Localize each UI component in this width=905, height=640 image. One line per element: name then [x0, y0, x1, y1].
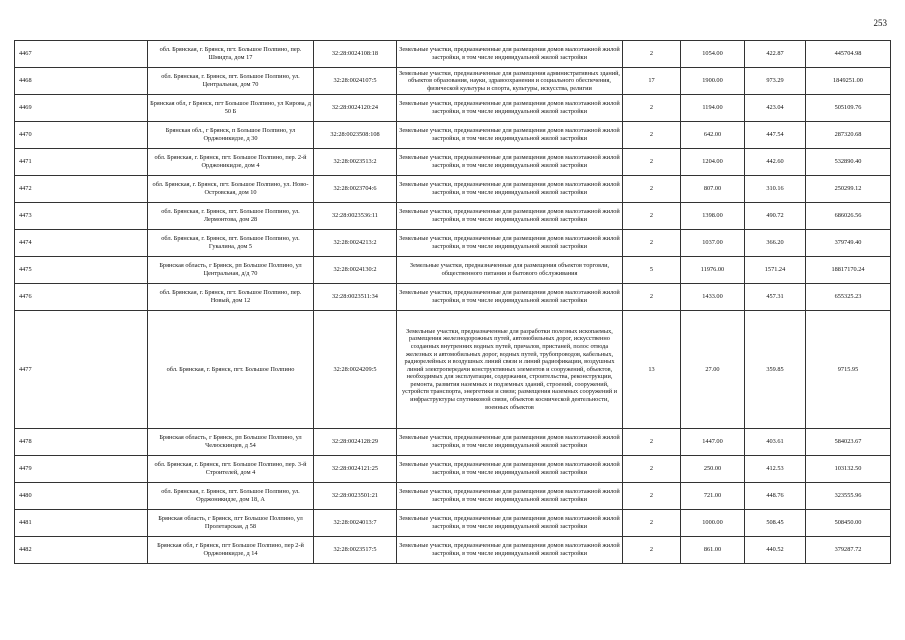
row-number: 4478	[15, 429, 148, 456]
area-cell: 1433.00	[681, 284, 745, 311]
address-cell: Брянская обл., г Брянск, п Большое Полпино, ул Орджоникидзе, д 30	[148, 122, 314, 149]
cadastral-value-cell: 323555.96	[806, 483, 891, 510]
row-number: 4480	[15, 483, 148, 510]
group-cell: 2	[623, 176, 681, 203]
cadastral-number-cell: 32:28:0024013:7	[314, 510, 397, 537]
table-row	[15, 284, 891, 311]
row-number: 4482	[15, 537, 148, 564]
cadastral-number-cell: 32:28:0024213:2	[314, 230, 397, 257]
address-cell: обл. Брянская, г. Брянск, пгт. Большое Полпино, ул. Лермонтова, дом 28	[148, 203, 314, 230]
specific-value-cell: 508.45	[745, 510, 806, 537]
address-cell: Брянская обл, г Брянск, пгт Большое Полпино, пер 2-й Орджоникидзе, д 14	[148, 537, 314, 564]
land-use-cell: Земельные участки, предназначенные для размещения административных зданий, объектов образования, науки, здравоохранения и социального обеспечения, физической культуры и спорта, культуры, искусства, религии	[397, 68, 623, 95]
cadastral-number-cell: 32:28:0024107:5	[314, 68, 397, 95]
row-number: 4471	[15, 149, 148, 176]
table-row	[15, 230, 891, 257]
cadastral-number-cell: 32:28:0024108:18	[314, 41, 397, 68]
area-cell: 1194.00	[681, 95, 745, 122]
area-cell: 1447.00	[681, 429, 745, 456]
row-number: 4467	[15, 41, 148, 68]
table-row	[15, 41, 891, 68]
cadastral-number-cell: 32:28:0023511:34	[314, 284, 397, 311]
address-cell: обл. Брянская, г. Брянск, пгт. Большое Полпино, пер. Шмидта, дом 17	[148, 41, 314, 68]
table-row	[15, 257, 891, 284]
land-use-cell: Земельные участки, предназначенные для размещения домов малоэтажной жилой застройки, в том числе индивидуальной жилой застройки	[397, 483, 623, 510]
specific-value-cell: 359.85	[745, 311, 806, 429]
group-cell: 2	[623, 95, 681, 122]
area-cell: 861.00	[681, 537, 745, 564]
area-cell: 1900.00	[681, 68, 745, 95]
cadastral-number-cell: 32:28:0024120:24	[314, 95, 397, 122]
land-use-cell: Земельные участки, предназначенные для размещения домов малоэтажной жилой застройки, в том числе индивидуальной жилой застройки	[397, 176, 623, 203]
land-use-cell: Земельные участки, предназначенные для разработки полезных ископаемых, размещения железнодорожных путей, автомобильных дорог, искусственно созданных внутренних водных путей, причалов, пристаней, полос отвода железных и автомобильных дорог, водных путей, трубопроводов, кабельных, радиорелейных и воздушных линий связи и линий радиофикации, воздушных линий электропередачи конструктивных элементов и сооружений, объектов, необходимых для эксплуатации, содержания, строительства, реконструкции, ремонта, развития наземных и подземных зданий, строений, сооружений, устройств транспорта, энергетики и связи; размещения наземных сооружений и инфраструктуры спутниковой связи, объектов космической деятельности, военных объектов	[397, 311, 623, 429]
row-number: 4469	[15, 95, 148, 122]
group-cell: 2	[623, 230, 681, 257]
cadastral-value-cell: 508450.00	[806, 510, 891, 537]
specific-value-cell: 448.76	[745, 483, 806, 510]
cadastral-number-cell: 32:28:0023517:5	[314, 537, 397, 564]
address-cell: обл. Брянская, г. Брянск, пгт. Большое Полпино, ул. Ново-Островская, дом 10	[148, 176, 314, 203]
table-row	[15, 176, 891, 203]
land-use-cell: Земельные участки, предназначенные для размещения домов малоэтажной жилой застройки, в том числе индивидуальной жилой застройки	[397, 537, 623, 564]
specific-value-cell: 973.29	[745, 68, 806, 95]
specific-value-cell: 423.04	[745, 95, 806, 122]
land-use-cell: Земельные участки, предназначенные для размещения домов малоэтажной жилой застройки, в том числе индивидуальной жилой застройки	[397, 203, 623, 230]
group-cell: 2	[623, 203, 681, 230]
address-cell: обл. Брянская, г. Брянск, пгт. Большое Полпино, пер. Новый, дом 12	[148, 284, 314, 311]
table-row	[15, 537, 891, 564]
cadastral-value-cell: 655325.23	[806, 284, 891, 311]
area-cell: 250.00	[681, 456, 745, 483]
row-number: 4470	[15, 122, 148, 149]
cadastral-value-cell: 686026.56	[806, 203, 891, 230]
cadastral-number-cell: 32:28:0024128:29	[314, 429, 397, 456]
group-cell: 2	[623, 41, 681, 68]
row-number: 4473	[15, 203, 148, 230]
group-cell: 2	[623, 510, 681, 537]
row-number: 4481	[15, 510, 148, 537]
cadastral-value-cell: 103132.50	[806, 456, 891, 483]
area-cell: 1000.00	[681, 510, 745, 537]
row-number: 4475	[15, 257, 148, 284]
table-row	[15, 95, 891, 122]
table-body	[15, 41, 891, 564]
land-use-cell: Земельные участки, предназначенные для размещения объектов торговли, общественного питания и бытового обслуживания	[397, 257, 623, 284]
table-row	[15, 483, 891, 510]
specific-value-cell: 490.72	[745, 203, 806, 230]
specific-value-cell: 457.31	[745, 284, 806, 311]
table-row	[15, 203, 891, 230]
area-cell: 721.00	[681, 483, 745, 510]
table-row	[15, 429, 891, 456]
address-cell: обл. Брянская, г. Брянск, пгт. Большое Полпино	[148, 311, 314, 429]
row-number: 4479	[15, 456, 148, 483]
land-use-cell: Земельные участки, предназначенные для размещения домов малоэтажной жилой застройки, в том числе индивидуальной жилой застройки	[397, 149, 623, 176]
cadastral-value-cell: 379287.72	[806, 537, 891, 564]
specific-value-cell: 366.20	[745, 230, 806, 257]
cadastral-number-cell: 32:28:0023508:108	[314, 122, 397, 149]
group-cell: 2	[623, 483, 681, 510]
land-use-cell: Земельные участки, предназначенные для размещения домов малоэтажной жилой застройки, в том числе индивидуальной жилой застройки	[397, 456, 623, 483]
specific-value-cell: 412.53	[745, 456, 806, 483]
specific-value-cell: 422.87	[745, 41, 806, 68]
group-cell: 2	[623, 149, 681, 176]
cadastral-value-cell: 1849251.00	[806, 68, 891, 95]
cadastral-value-cell: 379749.40	[806, 230, 891, 257]
address-cell: обл. Брянская, г. Брянск, пгт. Большое Полпино, пер. 3-й Строителей, дом 4	[148, 456, 314, 483]
area-cell: 1037.00	[681, 230, 745, 257]
group-cell: 2	[623, 456, 681, 483]
table-row	[15, 149, 891, 176]
row-number: 4476	[15, 284, 148, 311]
group-cell: 17	[623, 68, 681, 95]
address-cell: обл. Брянская, г. Брянск, пгт. Большое Полпино, ул. Центральная, дом 70	[148, 68, 314, 95]
area-cell: 642.00	[681, 122, 745, 149]
cadastral-value-cell: 532890.40	[806, 149, 891, 176]
table-row	[15, 456, 891, 483]
row-number: 4472	[15, 176, 148, 203]
cadastral-number-cell: 32:28:0024209:5	[314, 311, 397, 429]
land-use-cell: Земельные участки, предназначенные для размещения домов малоэтажной жилой застройки, в том числе индивидуальной жилой застройки	[397, 230, 623, 257]
row-number: 4474	[15, 230, 148, 257]
cadastral-number-cell: 32:28:0023536:11	[314, 203, 397, 230]
address-cell: Брянская область, г Брянск, рп Большое Полпино, ул Центральная, д/д 70	[148, 257, 314, 284]
table-row	[15, 510, 891, 537]
cadastral-number-cell: 32:28:0024130:2	[314, 257, 397, 284]
page-number: 253	[873, 18, 887, 28]
land-use-cell: Земельные участки, предназначенные для размещения домов малоэтажной жилой застройки, в том числе индивидуальной жилой застройки	[397, 284, 623, 311]
specific-value-cell: 1571.24	[745, 257, 806, 284]
area-cell: 11976.00	[681, 257, 745, 284]
table-row	[15, 122, 891, 149]
cadastral-value-cell: 250299.12	[806, 176, 891, 203]
address-cell: Брянская область, г Брянск, пгт Большое Полпино, ул Пролетарская, д 58	[148, 510, 314, 537]
table-row	[15, 311, 891, 429]
address-cell: обл. Брянская, г. Брянск, пгт. Большое Полпино, ул. Гукалина, дом 5	[148, 230, 314, 257]
area-cell: 1054.00	[681, 41, 745, 68]
cadastral-value-cell: 584023.67	[806, 429, 891, 456]
cadastral-number-cell: 32:28:0023704:6	[314, 176, 397, 203]
specific-value-cell: 447.54	[745, 122, 806, 149]
specific-value-cell: 440.52	[745, 537, 806, 564]
address-cell: обл. Брянская, г. Брянск, пгт. Большое Полпино, пер. 2-й Орджоникидзе, дом 4	[148, 149, 314, 176]
specific-value-cell: 403.61	[745, 429, 806, 456]
area-cell: 807.00	[681, 176, 745, 203]
specific-value-cell: 442.60	[745, 149, 806, 176]
table-row	[15, 68, 891, 95]
specific-value-cell: 310.16	[745, 176, 806, 203]
land-use-cell: Земельные участки, предназначенные для размещения домов малоэтажной жилой застройки, в том числе индивидуальной жилой застройки	[397, 41, 623, 68]
group-cell: 2	[623, 429, 681, 456]
cadastral-value-cell: 9715.95	[806, 311, 891, 429]
cadastral-value-table	[14, 40, 891, 564]
row-number: 4468	[15, 68, 148, 95]
cadastral-value-cell: 18817170.24	[806, 257, 891, 284]
group-cell: 2	[623, 122, 681, 149]
cadastral-number-cell: 32:28:0024121:25	[314, 456, 397, 483]
group-cell: 13	[623, 311, 681, 429]
group-cell: 5	[623, 257, 681, 284]
cadastral-value-cell: 287320.68	[806, 122, 891, 149]
cadastral-number-cell: 32:28:0023501:21	[314, 483, 397, 510]
row-number: 4477	[15, 311, 148, 429]
land-use-cell: Земельные участки, предназначенные для размещения домов малоэтажной жилой застройки, в том числе индивидуальной жилой застройки	[397, 510, 623, 537]
cadastral-value-cell: 445704.98	[806, 41, 891, 68]
address-cell: Брянская область, г Брянск, рп Большое Полпино, ул Челюскинцев, д 54	[148, 429, 314, 456]
cadastral-number-cell: 32:28:0023513:2	[314, 149, 397, 176]
group-cell: 2	[623, 284, 681, 311]
land-use-cell: Земельные участки, предназначенные для размещения домов малоэтажной жилой застройки, в том числе индивидуальной жилой застройки	[397, 122, 623, 149]
land-use-cell: Земельные участки, предназначенные для размещения домов малоэтажной жилой застройки, в том числе индивидуальной жилой застройки	[397, 95, 623, 122]
land-use-cell: Земельные участки, предназначенные для размещения домов малоэтажной жилой застройки, в том числе индивидуальной жилой застройки	[397, 429, 623, 456]
area-cell: 1398.00	[681, 203, 745, 230]
cadastral-value-cell: 505109.76	[806, 95, 891, 122]
address-cell: обл. Брянская, г. Брянск, пгт. Большое Полпино, ул. Орджоникидзе, дом 18, А	[148, 483, 314, 510]
area-cell: 1204.00	[681, 149, 745, 176]
group-cell: 2	[623, 537, 681, 564]
area-cell: 27.00	[681, 311, 745, 429]
address-cell: Брянская обл, г Брянск, пгт Большое Полпино, ул Кирова, д 50 Б	[148, 95, 314, 122]
